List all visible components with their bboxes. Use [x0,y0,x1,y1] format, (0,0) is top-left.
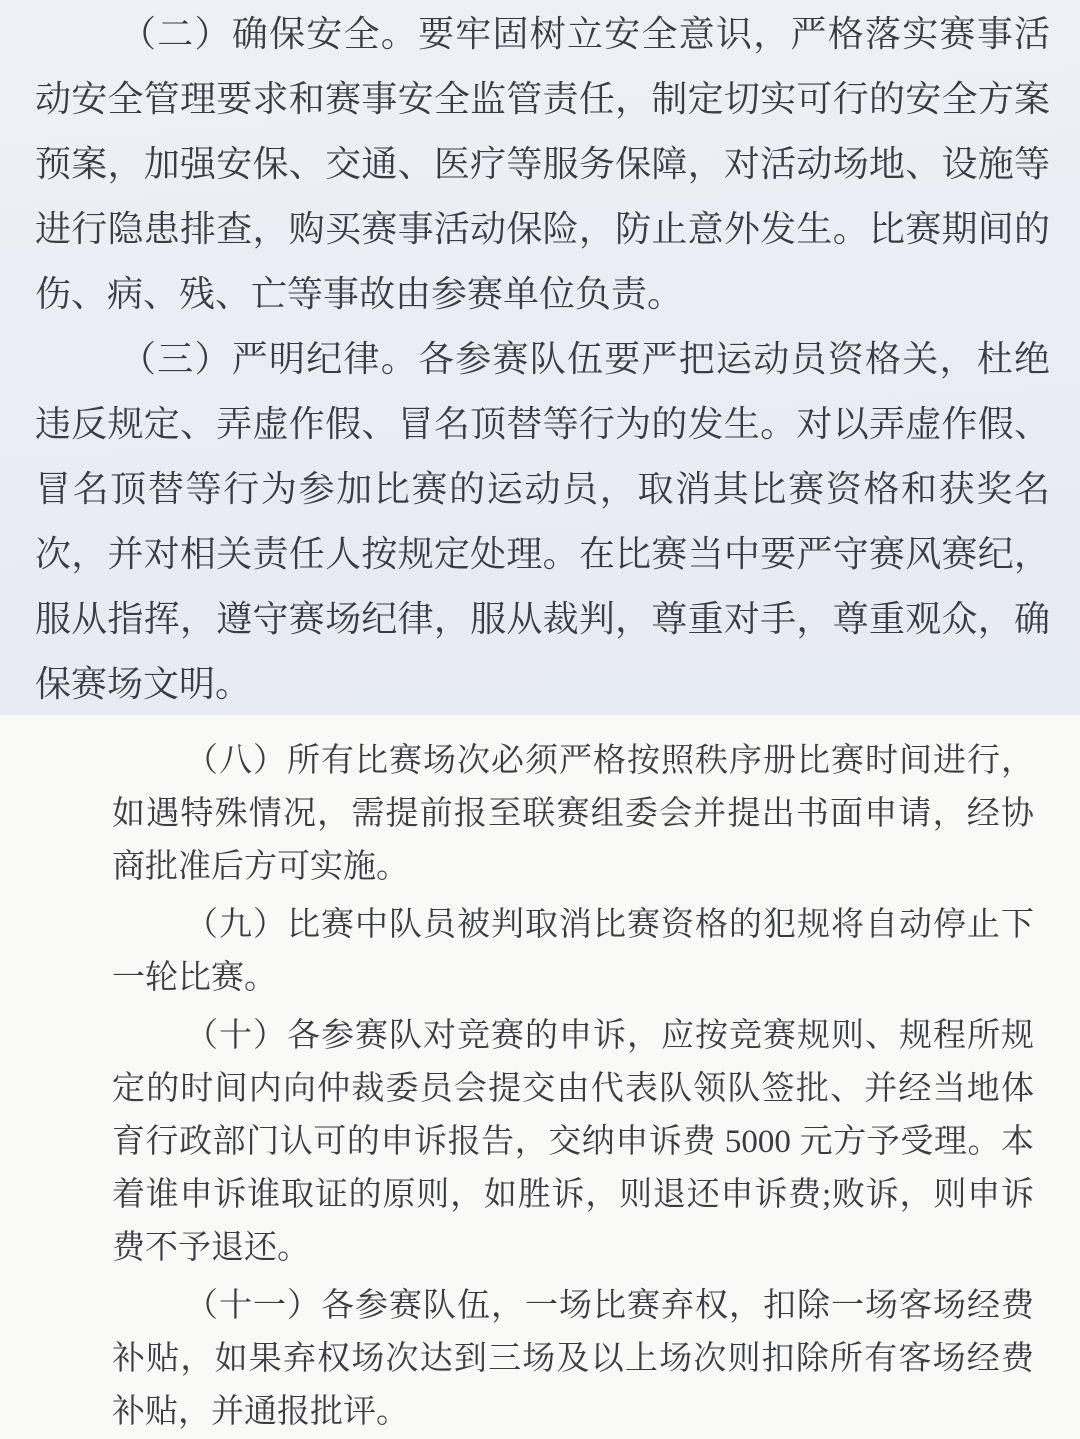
document-section-bottom [0,715,1080,1439]
paragraph-clause-2: （二）确保安全。要牢固树立安全意识，严格落实赛事活动安全管理要求和赛事安全监管责任，制定切实可行的安全方案预案，加强安保、交通、医疗等服务保障，对活动场地、设施等进行隐患排查，购买赛事活动保险，防止意外发生。比赛期间的伤、病、残、亡等事故由参赛单位负责。 [35,14,1050,314]
paragraph-clause-10: （十）各参赛队对竞赛的申诉，应按竞赛规则、规程所规定的时间内向仲裁委员会提交由代表队领队签批、并经当地体育行政部门认可的申诉报告，交纳申诉费 5000 元方予受理。本着谁申诉谁取证的原则，如胜诉，则退还申诉费;败诉，则申诉费不予退还。 [112,1018,1034,1266]
paragraph-clause-3: （三）严明纪律。各参赛队伍要严把运动员资格关，杜绝违反规定、弄虚作假、冒名顶替等行为的发生。对以弄虚作假、冒名顶替等行为参加比赛的运动员，取消其比赛资格和获奖名次，并对相关责任人按规定处理。在比赛当中要严守赛风赛纪，服从指挥，遵守赛场纪律，服从裁判，尊重对手，尊重观众，确保赛场文明。 [35,339,1050,704]
paragraph-clause-11: （十一）各参赛队伍，一场比赛弃权，扣除一场客场经费补贴，如果弃权场次达到三场及以上场次则扣除所有客场经费补贴，并通报批评。 [112,1288,1034,1430]
paragraph-clause-9: （九）比赛中队员被判取消比赛资格的犯规将自动停止下一轮比赛。 [112,907,1034,996]
document-section-top [0,0,1080,715]
paragraph-clause-8: （八）所有比赛场次必须严格按照秩序册比赛时间进行，如遇特殊情况，需提前报至联赛组委会并提出书面申请，经协商批准后方可实施。 [112,743,1034,885]
